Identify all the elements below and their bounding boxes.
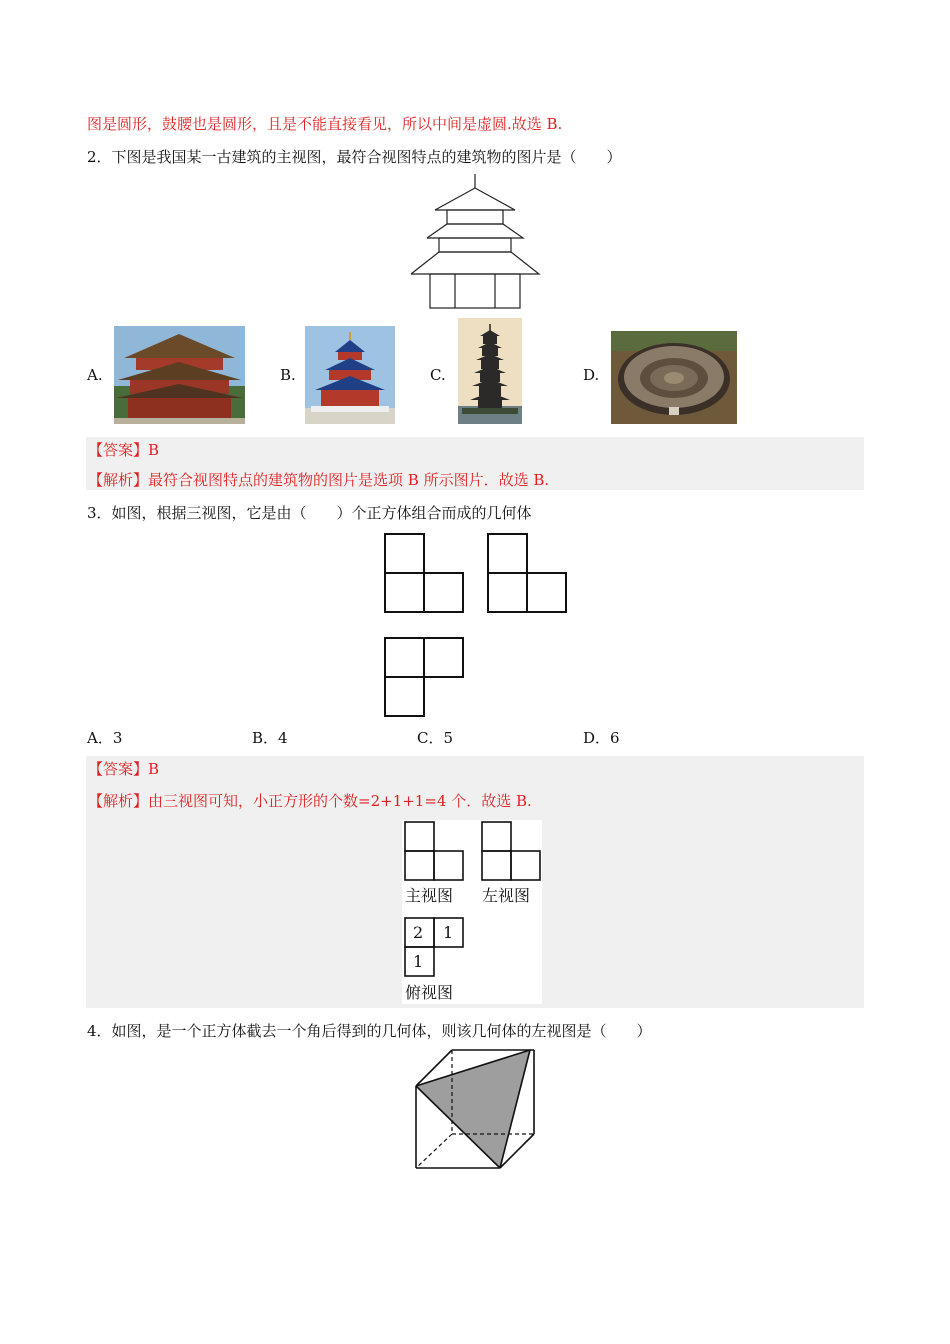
q2-answer-panel — [86, 437, 864, 490]
q2-front-view-figure — [405, 174, 545, 310]
q4-stem: 4．如图，是一个正方体截去一个角后得到的几何体，则该几何体的左视图是（ ） — [87, 1022, 652, 1040]
top-view-count-1: 2 — [413, 923, 424, 942]
top-view-label: 俯视图 — [405, 983, 454, 1002]
q3-analysis-text: 由三视图可知，小正方形的个数=2+1+1=4 个．故选 B. — [148, 792, 532, 810]
q3-option-c: C．5 — [417, 729, 454, 747]
q2-option-c-label: C. — [430, 366, 446, 384]
round-earth-building-photo — [611, 331, 737, 424]
q2-option-b-label: B. — [280, 366, 296, 384]
q3-answer-panel — [86, 756, 864, 1008]
tall-pagoda-photo — [458, 318, 522, 424]
q2-analysis-text: 最符合视图特点的建筑物的图片是选项 B 所示图片．故选 B. — [148, 471, 550, 489]
q4-cut-cube-figure — [412, 1048, 540, 1172]
q3-answer: 【答案】B — [88, 760, 160, 778]
front-view-label: 主视图 — [405, 886, 454, 905]
q1-explanation-tail: 图是圆形，鼓腰也是圆形，且是不能直接看见，所以中间是虚圆.故选 B. — [87, 115, 563, 133]
q2-analysis-tag: 【解析】 — [88, 471, 149, 489]
top-view-count-3: 1 — [413, 952, 424, 971]
q3-option-b: B．4 — [252, 729, 288, 747]
q3-analysis-line — [88, 791, 532, 811]
multi-eave-pavilion-photo — [114, 326, 245, 424]
left-view-label: 左视图 — [482, 886, 531, 905]
q3-option-d: D．6 — [583, 729, 620, 747]
q3-solution-grids — [402, 820, 542, 1004]
q2-stem: 2．下图是我国某一古建筑的主视图，最符合视图特点的建筑物的图片是（ ） — [87, 148, 622, 166]
q3-three-views-figure — [383, 532, 567, 718]
q3-option-a: A．3 — [87, 729, 123, 747]
q3-solution-figure — [402, 820, 542, 1004]
q3-analysis-tag: 【解析】 — [88, 792, 149, 810]
temple-of-heaven-photo — [305, 326, 395, 424]
q3-stem: 3．如图，根据三视图，它是由（ ）个正方体组合而成的几何体 — [87, 504, 532, 522]
q2-analysis-line — [88, 470, 549, 490]
q2-option-a-label: A. — [87, 366, 103, 384]
q2-option-d-label: D. — [583, 366, 600, 384]
top-view-count-2: 1 — [443, 923, 454, 942]
q2-answer: 【答案】B — [88, 441, 160, 459]
